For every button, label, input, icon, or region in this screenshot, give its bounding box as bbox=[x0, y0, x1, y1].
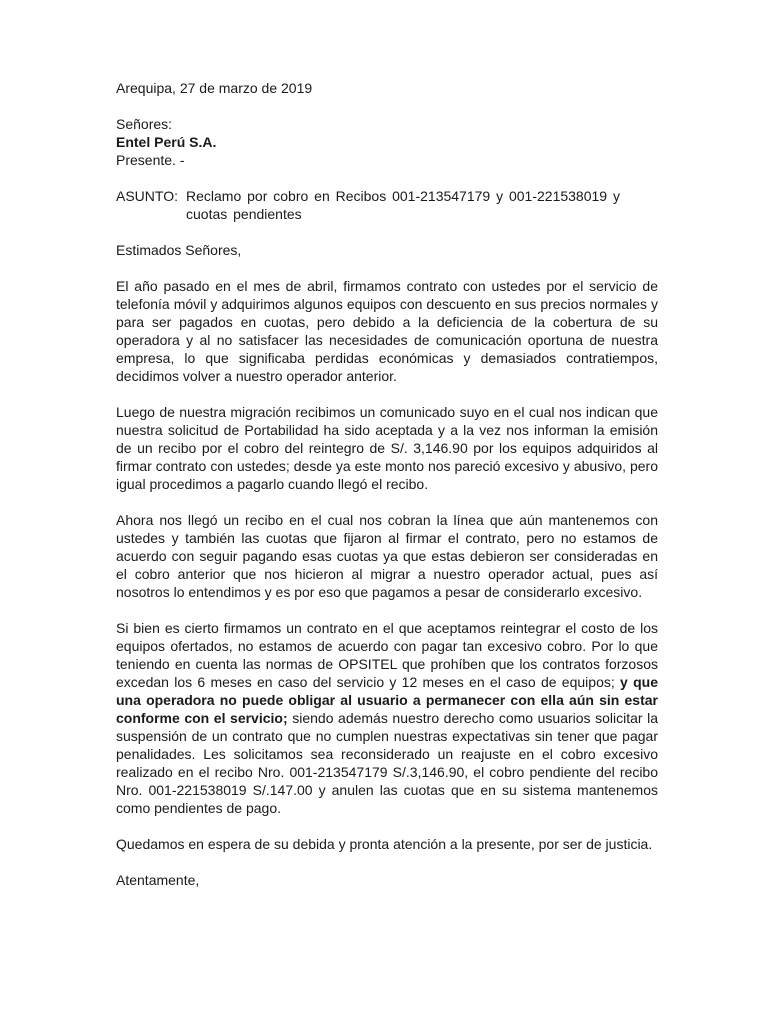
paragraph-4-bold: y que una operadora no puede obligar al usuario a permanecer con ella aún sin estar conforme con el servicio; bbox=[116, 674, 659, 726]
greeting: Estimados Señores, bbox=[116, 242, 242, 258]
paragraph-4-part-1: Si bien es cierto firmamos un contrato en el que aceptamos reintegrar el costo de los equipos ofertados, no estamos de acuerdo con pagar tan excesivo cobro. Por lo que teniendo en cuenta las normas de OPSITEL que prohíben que los contratos forzosos excedan los 6 meses en caso del servicio y 12 meses en el caso de equipos; bbox=[116, 620, 658, 690]
date-line: Arequipa, 27 de marzo de 2019 bbox=[116, 80, 313, 96]
paragraph-4 bbox=[116, 619, 658, 817]
paragraph-2: Luego de nuestra migración recibimos un comunicado suyo en el cual nos indican que nuestra solicitud de Portabilidad ha sido aceptada y a la vez nos informan la emisión de un recibo por el cobro del reintegro de S/. 3,146.90 por los equipos adquiridos al firmar contrato con ustedes; desde ya este monto nos pareció excesivo y abusivo, pero igual procedimos a pagarlo cuando llegó el recibo. bbox=[116, 404, 658, 492]
paragraph-5: Quedamos en espera de su debida y pronta atención a la presente, por ser de justicia. bbox=[116, 836, 653, 852]
paragraph-4-part-2: siendo además nuestro derecho como usuarios solicitar la suspensión de un contrato que no cumplen nuestras expectativas sin tener que pagar penalidades. Les solicitamos sea reconsiderado un reajuste en el cobro excesivo realizado en el recibo Nro. 001-213547179 S/.3,146.90, el cobro pendiente del recibo Nro. 001-221538019 S/.147.00 y anulen las cuotas que en su sistema mantenemos como pendientes de pago. bbox=[116, 710, 659, 816]
subject-line-2: cuotas pendientes bbox=[186, 206, 302, 222]
letter-body bbox=[116, 79, 658, 889]
presente-line: Presente. - bbox=[116, 152, 185, 168]
recipient-name: Entel Perú S.A. bbox=[116, 134, 217, 150]
paragraph-3: Ahora nos llegó un recibo en el cual nos cobran la línea que aún mantenemos con ustedes y también las cuotas que fijaron al firmar el contrato, pero no estamos de acuerdo con seguir pagando esas cuotas ya que estas debieron ser consideradas en el cobro anterior que nos hicieron al migrar a nuestro operador actual, pues así nosotros lo entendimos y es por eso que pagamos a pesar de considerarlo excesivo. bbox=[116, 512, 658, 600]
subject-label: ASUNTO: bbox=[116, 188, 178, 204]
subject-text bbox=[186, 187, 658, 223]
paragraph-1: El año pasado en el mes de abril, firmamos contrato con ustedes por el servicio de telefonía móvil y adquirimos algunos equipos con descuento en sus precios normales y para ser pagados en cuotas, pero debido a la deficiencia de la cobertura de su operadora y al no satisfacer las necesidades de comunicación oportuna de nuestra empresa, lo que significaba perdidas económicas y demasiados contratiempos, decidimos volver a nuestro operador anterior. bbox=[116, 278, 658, 384]
closing: Atentamente, bbox=[116, 872, 200, 888]
subject-block bbox=[116, 187, 658, 223]
salutation-senores: Señores: bbox=[116, 116, 173, 132]
subject-line-1: Reclamo por cobro en Recibos 001-213547179 y 001-221538019 y bbox=[186, 188, 620, 204]
